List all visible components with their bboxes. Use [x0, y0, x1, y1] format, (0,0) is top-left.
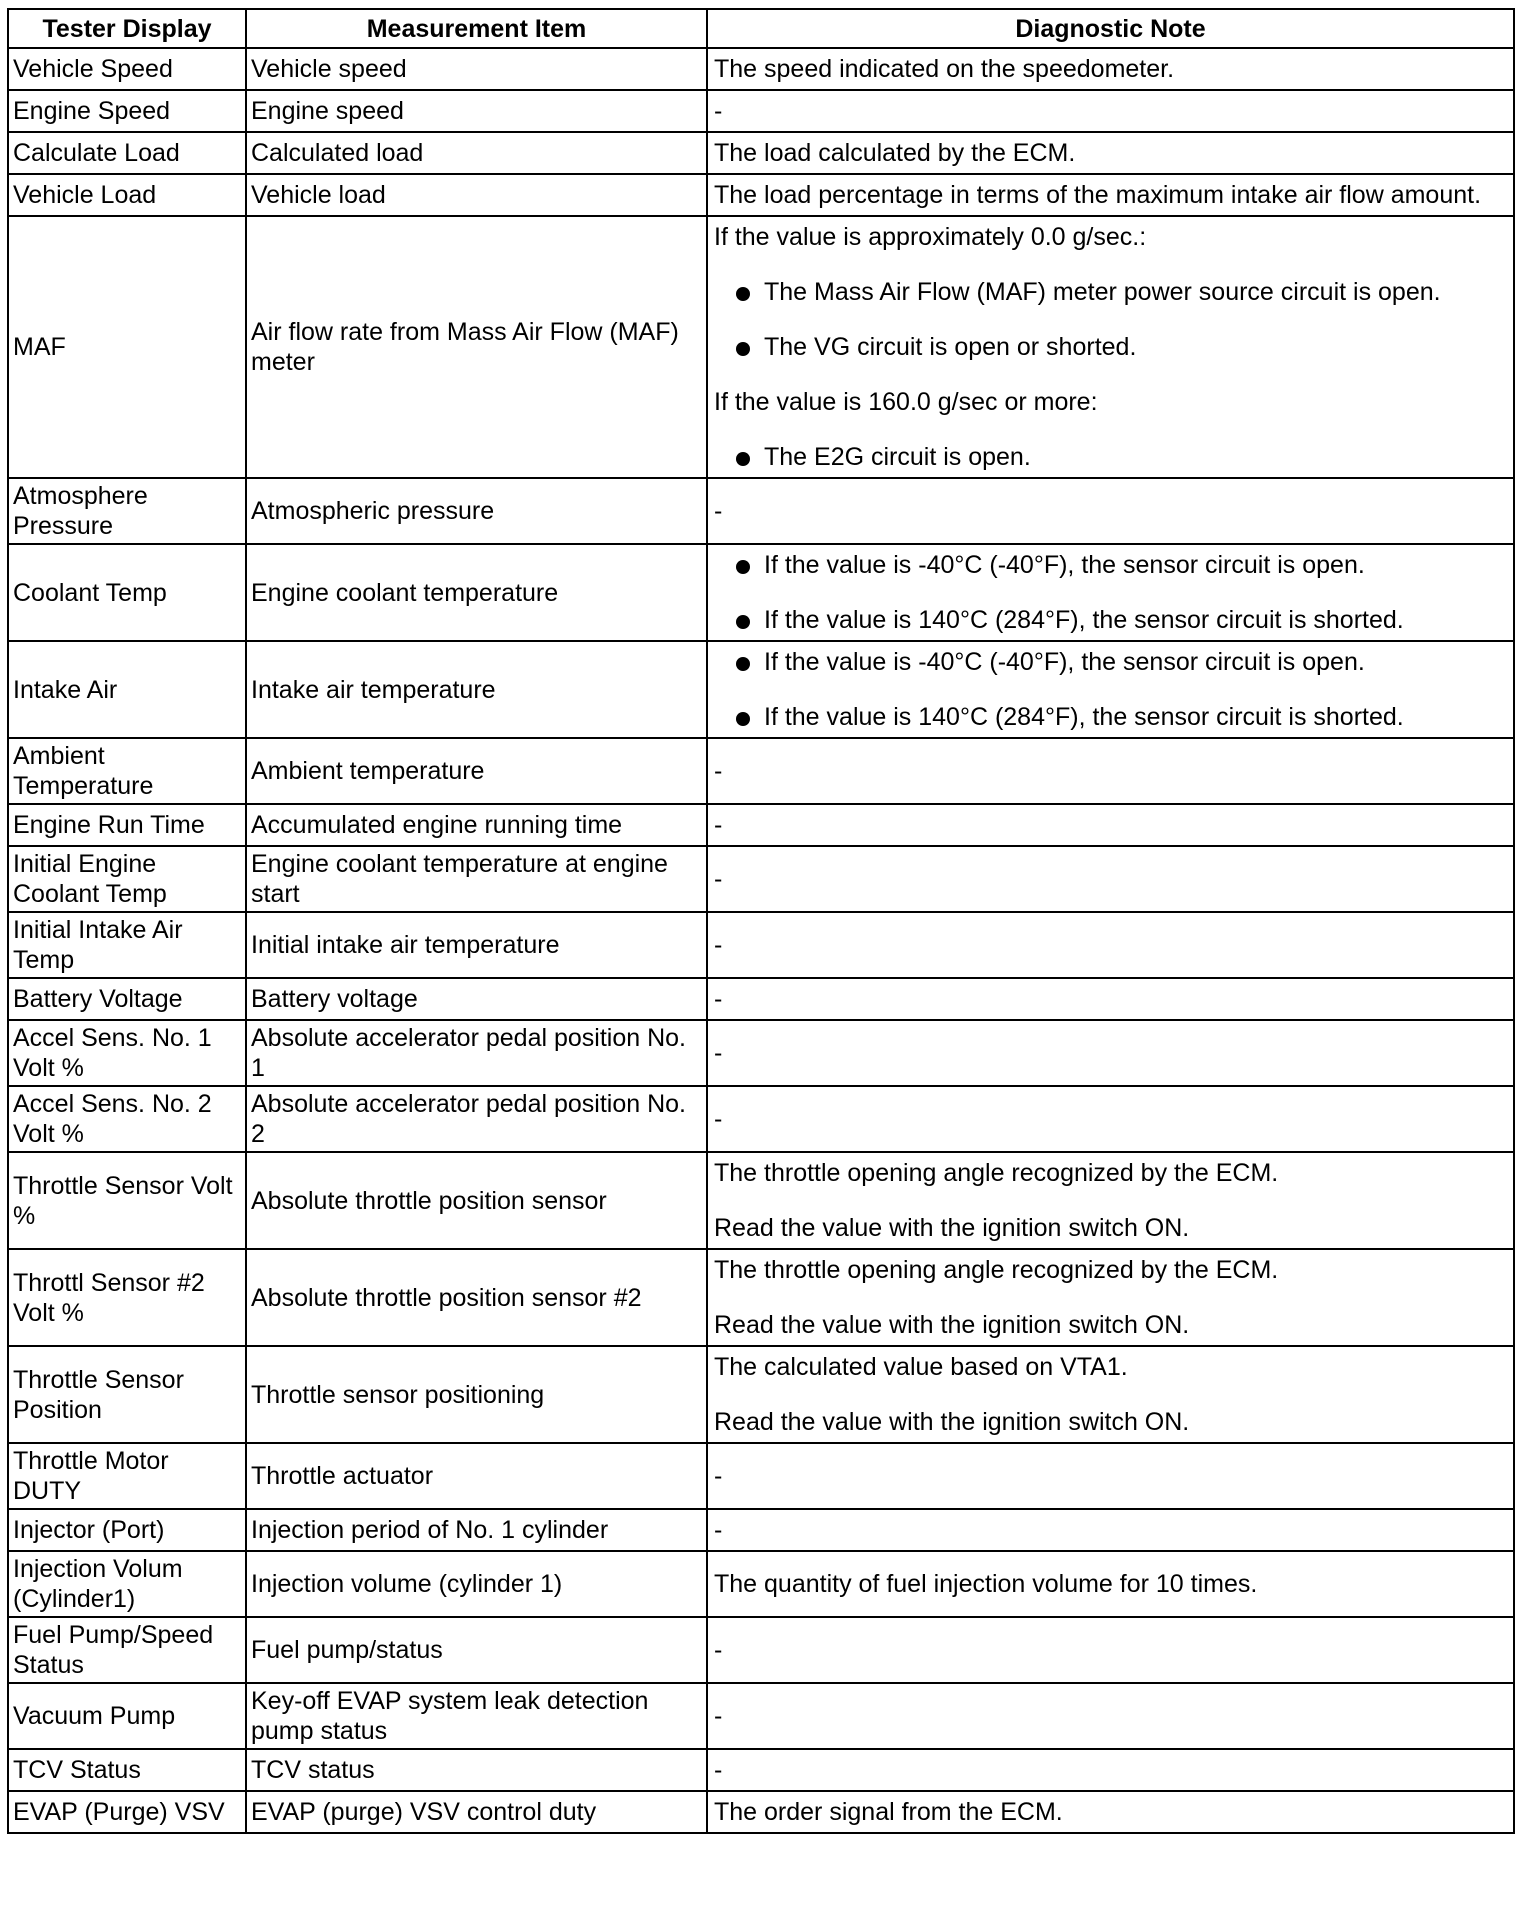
measurement-item-cell: Absolute throttle position sensor #2 [246, 1249, 707, 1346]
table-row [8, 132, 1514, 174]
note-text: - [714, 1462, 723, 1490]
diagnostic-note-cell [707, 804, 1514, 846]
diagnostic-note-cell [707, 1749, 1514, 1791]
diagnostic-note-cell [707, 1152, 1514, 1249]
diagnostic-note-cell [707, 1683, 1514, 1749]
table-row [8, 804, 1514, 846]
tester-display-cell: Ambient Temperature [8, 738, 246, 804]
tester-display-cell: Accel Sens. No. 2 Volt % [8, 1086, 246, 1152]
tester-display-cell: Injector (Port) [8, 1509, 246, 1551]
measurement-item-cell: Atmospheric pressure [246, 478, 707, 544]
note-bullet-item: If the value is -40°C (-40°F), the sensor circuit is open. [714, 647, 1507, 677]
note-text: The order signal from the ECM. [714, 1798, 1063, 1826]
table-row [8, 90, 1514, 132]
measurement-item-cell: Accumulated engine running time [246, 804, 707, 846]
table-row [8, 1683, 1514, 1749]
note-text: The throttle opening angle recognized by the ECM. [714, 1256, 1279, 1284]
note-text: - [714, 1702, 723, 1730]
measurement-item-cell: Engine coolant temperature at engine start [246, 846, 707, 912]
tester-display-cell: Vehicle Speed [8, 48, 246, 90]
diagnostic-note-cell [707, 478, 1514, 544]
measurement-item-cell: Injection period of No. 1 cylinder [246, 1509, 707, 1551]
tester-display-cell: Battery Voltage [8, 978, 246, 1020]
table-row [8, 1443, 1514, 1509]
diagnostic-note-cell [707, 738, 1514, 804]
note-bullet-item: The E2G circuit is open. [714, 442, 1507, 472]
note-bullet-item: The Mass Air Flow (MAF) meter power source circuit is open. [714, 277, 1507, 307]
note-text: - [714, 931, 723, 959]
data-list-table [7, 8, 1515, 1834]
tester-display-cell: Vacuum Pump [8, 1683, 246, 1749]
note-text: Read the value with the ignition switch ON. [714, 1214, 1190, 1242]
tester-display-cell: Engine Speed [8, 90, 246, 132]
diagnostic-note-cell [707, 1346, 1514, 1443]
tester-display-cell: Coolant Temp [8, 544, 246, 641]
diagnostic-note-cell [707, 1617, 1514, 1683]
diagnostic-note-cell [707, 90, 1514, 132]
table-row [8, 1346, 1514, 1443]
diagnostic-note-cell [707, 1509, 1514, 1551]
tester-display-cell: Vehicle Load [8, 174, 246, 216]
note-text: If the value is approximately 0.0 g/sec.: [714, 223, 1147, 251]
note-text: The quantity of fuel injection volume for 10 times. [714, 1570, 1258, 1598]
diagnostic-note-cell [707, 641, 1514, 738]
measurement-item-cell: Engine coolant temperature [246, 544, 707, 641]
diagnostic-note-cell [707, 174, 1514, 216]
header-measurement-item: Measurement Item [246, 9, 707, 48]
diagnostic-note-cell [707, 1020, 1514, 1086]
diagnostic-note-cell [707, 978, 1514, 1020]
diagnostic-note-cell [707, 1086, 1514, 1152]
measurement-item-cell: Throttle actuator [246, 1443, 707, 1509]
note-text: The calculated value based on VTA1. [714, 1353, 1128, 1381]
table-row [8, 846, 1514, 912]
measurement-item-cell: Vehicle speed [246, 48, 707, 90]
tester-display-cell: Injection Volum (Cylinder1) [8, 1551, 246, 1617]
tester-display-cell: Throttle Sensor Volt % [8, 1152, 246, 1249]
note-bullet-item: If the value is 140°C (284°F), the sensor circuit is shorted. [714, 605, 1507, 635]
table-row [8, 216, 1514, 478]
note-bullet-item: If the value is 140°C (284°F), the sensor circuit is shorted. [714, 702, 1507, 732]
diagnostic-note-cell [707, 846, 1514, 912]
table-row [8, 48, 1514, 90]
table-row [8, 1249, 1514, 1346]
note-text: The load percentage in terms of the maximum intake air flow amount. [714, 181, 1482, 209]
diagnostic-note-cell [707, 1791, 1514, 1833]
tester-display-cell: Throttle Sensor Position [8, 1346, 246, 1443]
measurement-item-cell: Throttle sensor positioning [246, 1346, 707, 1443]
measurement-item-cell: Ambient temperature [246, 738, 707, 804]
table-row [8, 174, 1514, 216]
measurement-item-cell: Battery voltage [246, 978, 707, 1020]
diagnostic-note-cell [707, 132, 1514, 174]
note-text: Read the value with the ignition switch ON. [714, 1408, 1190, 1436]
diagnostic-note-cell [707, 216, 1514, 478]
tester-display-cell: Initial Intake Air Temp [8, 912, 246, 978]
diagnostic-note-cell [707, 912, 1514, 978]
tester-display-cell: Engine Run Time [8, 804, 246, 846]
note-text: - [714, 811, 723, 839]
measurement-item-cell: Absolute accelerator pedal position No. 2 [246, 1086, 707, 1152]
table-row [8, 1617, 1514, 1683]
note-bullet-list [714, 442, 1507, 472]
tester-display-cell: MAF [8, 216, 246, 478]
note-text: The throttle opening angle recognized by the ECM. [714, 1159, 1279, 1187]
table-row [8, 912, 1514, 978]
diagnostic-note-cell [707, 1443, 1514, 1509]
table-row [8, 738, 1514, 804]
note-text: - [714, 1105, 723, 1133]
table-body [8, 48, 1514, 1833]
measurement-item-cell: Absolute throttle position sensor [246, 1152, 707, 1249]
note-text: - [714, 985, 723, 1013]
header-tester-display: Tester Display [8, 9, 246, 48]
tester-display-cell: EVAP (Purge) VSV [8, 1791, 246, 1833]
header-diagnostic-note: Diagnostic Note [707, 9, 1514, 48]
table-row [8, 1086, 1514, 1152]
table-row [8, 1020, 1514, 1086]
tester-display-cell: Initial Engine Coolant Temp [8, 846, 246, 912]
table-row [8, 478, 1514, 544]
note-text: Read the value with the ignition switch ON. [714, 1311, 1190, 1339]
note-text: - [714, 1039, 723, 1067]
measurement-item-cell: TCV status [246, 1749, 707, 1791]
tester-display-cell: Throttl Sensor #2 Volt % [8, 1249, 246, 1346]
note-bullet-list [714, 550, 1507, 635]
table-row [8, 1152, 1514, 1249]
note-text: - [714, 865, 723, 893]
measurement-item-cell: Fuel pump/status [246, 1617, 707, 1683]
note-text: - [714, 497, 723, 525]
table-row [8, 1551, 1514, 1617]
note-text: If the value is 160.0 g/sec or more: [714, 388, 1098, 416]
tester-display-cell: Atmosphere Pressure [8, 478, 246, 544]
note-text: - [714, 1636, 723, 1664]
measurement-item-cell: Calculated load [246, 132, 707, 174]
measurement-item-cell: Key-off EVAP system leak detection pump status [246, 1683, 707, 1749]
measurement-item-cell: Initial intake air temperature [246, 912, 707, 978]
table-row [8, 1509, 1514, 1551]
measurement-item-cell: Engine speed [246, 90, 707, 132]
note-text: The speed indicated on the speedometer. [714, 55, 1175, 83]
diagnostic-note-cell [707, 544, 1514, 641]
tester-display-cell: Throttle Motor DUTY [8, 1443, 246, 1509]
table-row [8, 1749, 1514, 1791]
tester-display-cell: Accel Sens. No. 1 Volt % [8, 1020, 246, 1086]
table-row [8, 1791, 1514, 1833]
tester-display-cell: TCV Status [8, 1749, 246, 1791]
tester-display-cell: Fuel Pump/Speed Status [8, 1617, 246, 1683]
note-bullet-list [714, 277, 1507, 362]
table-row [8, 544, 1514, 641]
note-bullet-item: The VG circuit is open or shorted. [714, 332, 1507, 362]
measurement-item-cell: Injection volume (cylinder 1) [246, 1551, 707, 1617]
note-text: - [714, 757, 723, 785]
table-row [8, 978, 1514, 1020]
diagnostic-note-cell [707, 1249, 1514, 1346]
note-text: - [714, 97, 723, 125]
note-bullet-list [714, 647, 1507, 732]
measurement-item-cell: Vehicle load [246, 174, 707, 216]
diagnostic-note-cell [707, 1551, 1514, 1617]
measurement-item-cell: EVAP (purge) VSV control duty [246, 1791, 707, 1833]
table-row [8, 641, 1514, 738]
tester-display-cell: Intake Air [8, 641, 246, 738]
table-header-row [8, 9, 1514, 48]
note-bullet-item: If the value is -40°C (-40°F), the sensor circuit is open. [714, 550, 1507, 580]
measurement-item-cell: Absolute accelerator pedal position No. 1 [246, 1020, 707, 1086]
tester-display-cell: Calculate Load [8, 132, 246, 174]
note-text: - [714, 1516, 723, 1544]
measurement-item-cell: Air flow rate from Mass Air Flow (MAF) meter [246, 216, 707, 478]
measurement-item-cell: Intake air temperature [246, 641, 707, 738]
note-text: The load calculated by the ECM. [714, 139, 1076, 167]
diagnostic-note-cell [707, 48, 1514, 90]
note-text: - [714, 1756, 723, 1784]
